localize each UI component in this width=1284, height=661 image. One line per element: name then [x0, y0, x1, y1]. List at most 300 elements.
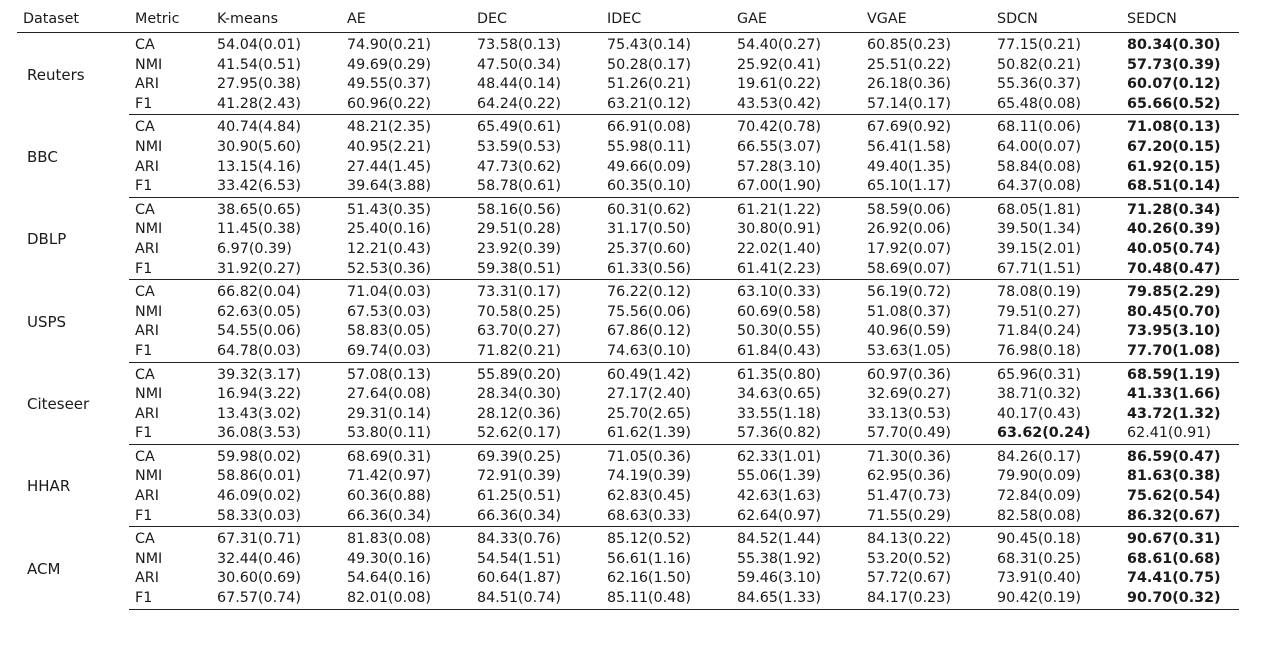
metric-cell: ARI [135, 488, 159, 505]
value-cell: 71.42(0.97) [347, 468, 431, 485]
header-gae: GAE [731, 5, 861, 33]
value-cell: 57.70(0.49) [861, 424, 991, 444]
table-row [17, 550, 1239, 570]
header-dec: DEC [471, 5, 601, 33]
value-cell: 61.92(0.15) [1127, 158, 1221, 175]
header-idec: IDEC [601, 5, 731, 33]
value-cell: 54.54(1.51) [477, 550, 561, 567]
value-cell: 61.33(0.56) [601, 260, 731, 280]
value-cell: 57.28(3.10) [737, 158, 821, 175]
value-cell: 68.69(0.31) [347, 448, 431, 465]
value-cell: 49.66(0.09) [607, 158, 691, 175]
value-cell: 71.55(0.29) [861, 507, 991, 527]
value-cell: 64.00(0.07) [997, 138, 1081, 155]
value-cell: 64.37(0.08) [991, 177, 1121, 197]
value-cell: 64.78(0.03) [211, 342, 341, 362]
value-cell: 11.45(0.38) [217, 221, 301, 238]
value-cell: 90.42(0.19) [991, 589, 1121, 609]
table-row [17, 95, 1239, 115]
value-cell: 50.28(0.17) [607, 56, 691, 73]
value-cell: 67.69(0.92) [867, 119, 951, 136]
dataset-cell: Reuters [27, 65, 85, 84]
value-cell: 77.70(1.08) [1121, 342, 1239, 362]
value-cell: 58.78(0.61) [471, 177, 601, 197]
value-cell: 61.25(0.51) [477, 488, 561, 505]
value-cell: 38.65(0.65) [217, 201, 301, 218]
value-cell: 81.83(0.08) [347, 531, 431, 548]
metric-cell: ARI [135, 240, 159, 257]
value-cell: 73.91(0.40) [997, 570, 1081, 587]
value-cell: 25.37(0.60) [607, 240, 691, 257]
value-cell: 59.46(3.10) [737, 570, 821, 587]
value-cell: 54.55(0.06) [217, 323, 301, 340]
table-row [17, 280, 1239, 303]
metric-cell: F1 [129, 177, 211, 197]
table-row [17, 158, 1239, 178]
value-cell: 61.21(1.22) [737, 201, 821, 218]
value-cell: 60.31(0.62) [607, 201, 691, 218]
metric-cell: NMI [135, 386, 163, 403]
value-cell: 73.31(0.17) [477, 284, 561, 301]
value-cell: 27.95(0.38) [217, 76, 301, 93]
table-row [17, 444, 1239, 467]
table-row [17, 322, 1239, 342]
value-cell: 65.66(0.52) [1121, 95, 1239, 115]
value-cell: 60.96(0.22) [341, 95, 471, 115]
value-cell: 31.17(0.50) [607, 221, 691, 238]
value-cell: 53.80(0.11) [341, 424, 471, 444]
value-cell: 82.58(0.08) [991, 507, 1121, 527]
value-cell: 67.20(0.15) [1127, 138, 1221, 155]
value-cell: 68.61(0.68) [1127, 550, 1221, 567]
value-cell: 68.63(0.33) [601, 507, 731, 527]
metric-cell: NMI [135, 221, 163, 238]
value-cell: 60.69(0.58) [737, 303, 821, 320]
value-cell: 66.36(0.34) [341, 507, 471, 527]
metric-cell: CA [135, 448, 155, 465]
value-cell: 76.22(0.12) [607, 284, 691, 301]
value-cell: 66.55(3.07) [737, 138, 821, 155]
value-cell: 55.38(1.92) [737, 550, 821, 567]
value-cell: 47.50(0.34) [477, 56, 561, 73]
value-cell: 84.17(0.23) [861, 589, 991, 609]
value-cell: 53.20(0.52) [867, 550, 951, 567]
value-cell: 62.95(0.36) [867, 468, 951, 485]
value-cell: 42.63(1.63) [737, 488, 821, 505]
value-cell: 71.08(0.13) [1127, 119, 1221, 136]
dataset-cell: BBC [27, 147, 58, 166]
value-cell: 53.63(1.05) [861, 342, 991, 362]
value-cell: 75.62(0.54) [1127, 488, 1221, 505]
value-cell: 64.24(0.22) [471, 95, 601, 115]
value-cell: 61.62(1.39) [601, 424, 731, 444]
value-cell: 17.92(0.07) [867, 240, 951, 257]
value-cell: 74.41(0.75) [1127, 570, 1221, 587]
value-cell: 40.05(0.74) [1127, 240, 1221, 257]
value-cell: 46.09(0.02) [217, 488, 301, 505]
value-cell: 68.11(0.06) [997, 119, 1081, 136]
value-cell: 60.85(0.23) [867, 37, 951, 53]
value-cell: 58.33(0.03) [211, 507, 341, 527]
table-row [17, 33, 1239, 56]
table-row [17, 220, 1239, 240]
value-cell: 16.94(3.22) [217, 386, 301, 403]
value-cell: 57.36(0.82) [731, 424, 861, 444]
metric-cell: F1 [129, 342, 211, 362]
value-cell: 61.84(0.43) [731, 342, 861, 362]
value-cell: 77.15(0.21) [997, 37, 1081, 53]
value-cell: 57.73(0.39) [1127, 56, 1221, 73]
header-kmeans: K-means [211, 5, 341, 33]
value-cell: 74.19(0.39) [607, 468, 691, 485]
metric-cell: NMI [135, 138, 163, 155]
value-cell: 72.91(0.39) [477, 468, 561, 485]
value-cell: 79.85(2.29) [1127, 284, 1221, 301]
table-row [17, 138, 1239, 158]
value-cell: 67.53(0.03) [347, 303, 431, 320]
value-cell: 58.69(0.07) [861, 260, 991, 280]
value-cell: 41.54(0.51) [217, 56, 301, 73]
value-cell: 84.33(0.76) [477, 531, 561, 548]
value-cell: 51.47(0.73) [867, 488, 951, 505]
value-cell: 67.86(0.12) [607, 323, 691, 340]
value-cell: 67.71(1.51) [991, 260, 1121, 280]
value-cell: 55.36(0.37) [997, 76, 1081, 93]
value-cell: 23.92(0.39) [477, 240, 561, 257]
value-cell: 30.80(0.91) [737, 221, 821, 238]
value-cell: 60.07(0.12) [1127, 76, 1221, 93]
value-cell: 49.55(0.37) [347, 76, 431, 93]
value-cell: 13.15(4.16) [217, 158, 301, 175]
value-cell: 27.17(2.40) [607, 386, 691, 403]
value-cell: 63.62(0.24) [991, 424, 1121, 444]
value-cell: 34.63(0.65) [737, 386, 821, 403]
metric-cell: F1 [129, 589, 211, 609]
table-row [17, 115, 1239, 138]
value-cell: 70.48(0.47) [1121, 260, 1239, 280]
metric-cell: NMI [135, 550, 163, 567]
value-cell: 25.40(0.16) [347, 221, 431, 238]
value-cell: 68.31(0.25) [997, 550, 1081, 567]
value-cell: 39.64(3.88) [341, 177, 471, 197]
value-cell: 62.16(1.50) [607, 570, 691, 587]
value-cell: 58.84(0.08) [997, 158, 1081, 175]
value-cell: 29.31(0.14) [347, 405, 431, 422]
metric-cell: CA [135, 284, 155, 301]
value-cell: 40.95(2.21) [347, 138, 431, 155]
metric-cell: CA [135, 201, 155, 218]
value-cell: 51.43(0.35) [347, 201, 431, 218]
value-cell: 68.51(0.14) [1121, 177, 1239, 197]
table-row [17, 260, 1239, 280]
value-cell: 41.28(2.43) [211, 95, 341, 115]
value-cell: 79.90(0.09) [997, 468, 1081, 485]
table-row [17, 177, 1239, 197]
value-cell: 56.19(0.72) [867, 284, 951, 301]
value-cell: 85.12(0.52) [607, 531, 691, 548]
value-cell: 38.71(0.32) [997, 386, 1081, 403]
table-row [17, 487, 1239, 507]
table-row [17, 405, 1239, 425]
value-cell: 68.05(1.81) [997, 201, 1081, 218]
value-cell: 90.67(0.31) [1127, 531, 1221, 548]
value-cell: 29.51(0.28) [477, 221, 561, 238]
value-cell: 62.83(0.45) [607, 488, 691, 505]
value-cell: 33.42(6.53) [211, 177, 341, 197]
metric-cell: NMI [135, 468, 163, 485]
value-cell: 25.92(0.41) [737, 56, 821, 73]
value-cell: 6.97(0.39) [217, 240, 292, 257]
table-row [17, 362, 1239, 385]
value-cell: 40.17(0.43) [997, 405, 1081, 422]
value-cell: 41.33(1.66) [1127, 386, 1221, 403]
value-cell: 40.96(0.59) [867, 323, 951, 340]
results-body [17, 33, 1239, 610]
value-cell: 54.40(0.27) [737, 37, 821, 53]
metric-cell: ARI [135, 158, 159, 175]
value-cell: 80.34(0.30) [1127, 37, 1221, 53]
metric-cell: F1 [129, 424, 211, 444]
metric-cell: ARI [135, 76, 159, 93]
value-cell: 22.02(1.40) [737, 240, 821, 257]
table-row [17, 303, 1239, 323]
value-cell: 76.98(0.18) [991, 342, 1121, 362]
value-cell: 39.50(1.34) [997, 221, 1081, 238]
value-cell: 49.69(0.29) [347, 56, 431, 73]
metric-cell: F1 [129, 260, 211, 280]
header-dataset: Dataset [17, 5, 129, 33]
value-cell: 49.30(0.16) [347, 550, 431, 567]
dataset-cell: HHAR [27, 477, 71, 496]
value-cell: 72.84(0.09) [997, 488, 1081, 505]
value-cell: 86.59(0.47) [1127, 448, 1221, 465]
header-sdcn: SDCN [991, 5, 1121, 33]
value-cell: 84.65(1.33) [731, 589, 861, 609]
table-row [17, 75, 1239, 95]
value-cell: 40.74(4.84) [217, 119, 301, 136]
dataset-cell: Citeseer [27, 394, 90, 413]
value-cell: 61.35(0.80) [737, 366, 821, 383]
metric-cell: F1 [129, 95, 211, 115]
metric-cell: ARI [135, 570, 159, 587]
metric-cell: F1 [129, 507, 211, 527]
value-cell: 90.70(0.32) [1121, 589, 1239, 609]
value-cell: 58.86(0.01) [217, 468, 301, 485]
value-cell: 84.51(0.74) [471, 589, 601, 609]
value-cell: 66.91(0.08) [607, 119, 691, 136]
dataset-cell: ACM [27, 559, 61, 578]
value-cell: 49.40(1.35) [867, 158, 951, 175]
value-cell: 60.36(0.88) [347, 488, 431, 505]
value-cell: 69.74(0.03) [341, 342, 471, 362]
header-vgae: VGAE [861, 5, 991, 33]
value-cell: 33.55(1.18) [737, 405, 821, 422]
value-cell: 52.62(0.17) [471, 424, 601, 444]
table-row [17, 424, 1239, 444]
value-cell: 79.51(0.27) [997, 303, 1081, 320]
value-cell: 63.21(0.12) [601, 95, 731, 115]
value-cell: 74.90(0.21) [347, 37, 431, 53]
value-cell: 84.13(0.22) [867, 531, 951, 548]
value-cell: 55.89(0.20) [477, 366, 561, 383]
value-cell: 31.92(0.27) [211, 260, 341, 280]
value-cell: 55.06(1.39) [737, 468, 821, 485]
value-cell: 48.21(2.35) [347, 119, 431, 136]
value-cell: 51.26(0.21) [607, 76, 691, 93]
value-cell: 84.26(0.17) [997, 448, 1081, 465]
value-cell: 27.64(0.08) [347, 386, 431, 403]
value-cell: 60.64(1.87) [477, 570, 561, 587]
value-cell: 58.59(0.06) [867, 201, 951, 218]
value-cell: 43.53(0.42) [731, 95, 861, 115]
value-cell: 73.58(0.13) [477, 37, 561, 53]
metric-cell: CA [135, 531, 155, 548]
value-cell: 71.28(0.34) [1127, 201, 1221, 218]
value-cell: 62.64(0.97) [731, 507, 861, 527]
dataset-cell: USPS [27, 312, 67, 331]
value-cell: 36.08(3.53) [211, 424, 341, 444]
metric-cell: NMI [135, 303, 163, 320]
value-cell: 86.32(0.67) [1121, 507, 1239, 527]
value-cell: 70.58(0.25) [477, 303, 561, 320]
value-cell: 70.42(0.78) [737, 119, 821, 136]
table-row [17, 589, 1239, 609]
value-cell: 48.44(0.14) [477, 76, 561, 93]
value-cell: 52.53(0.36) [341, 260, 471, 280]
value-cell: 90.45(0.18) [997, 531, 1081, 548]
value-cell: 67.31(0.71) [217, 531, 301, 548]
value-cell: 63.70(0.27) [477, 323, 561, 340]
value-cell: 60.35(0.10) [601, 177, 731, 197]
value-cell: 53.59(0.53) [477, 138, 561, 155]
header-row [17, 5, 1239, 33]
value-cell: 78.08(0.19) [997, 284, 1081, 301]
value-cell: 81.63(0.38) [1127, 468, 1221, 485]
value-cell: 56.61(1.16) [607, 550, 691, 567]
value-cell: 71.82(0.21) [471, 342, 601, 362]
value-cell: 75.56(0.06) [607, 303, 691, 320]
value-cell: 25.51(0.22) [867, 56, 951, 73]
value-cell: 62.41(0.91) [1121, 424, 1239, 444]
value-cell: 57.08(0.13) [347, 366, 431, 383]
value-cell: 58.16(0.56) [477, 201, 561, 218]
value-cell: 19.61(0.22) [737, 76, 821, 93]
value-cell: 57.14(0.17) [861, 95, 991, 115]
header-metric: Metric [129, 5, 211, 33]
value-cell: 47.73(0.62) [477, 158, 561, 175]
value-cell: 32.69(0.27) [867, 386, 951, 403]
table-row [17, 569, 1239, 589]
value-cell: 54.64(0.16) [347, 570, 431, 587]
value-cell: 62.63(0.05) [217, 303, 301, 320]
value-cell: 30.60(0.69) [217, 570, 301, 587]
value-cell: 25.70(2.65) [607, 405, 691, 422]
value-cell: 82.01(0.08) [341, 589, 471, 609]
value-cell: 61.41(2.23) [731, 260, 861, 280]
header-ae: AE [341, 5, 471, 33]
value-cell: 67.57(0.74) [211, 589, 341, 609]
value-cell: 85.11(0.48) [601, 589, 731, 609]
value-cell: 71.84(0.24) [997, 323, 1081, 340]
value-cell: 84.52(1.44) [737, 531, 821, 548]
value-cell: 50.30(0.55) [737, 323, 821, 340]
value-cell: 60.49(1.42) [607, 366, 691, 383]
header-sedcn: SEDCN [1121, 5, 1239, 33]
value-cell: 27.44(1.45) [347, 158, 431, 175]
value-cell: 28.34(0.30) [477, 386, 561, 403]
value-cell: 28.12(0.36) [477, 405, 561, 422]
value-cell: 69.39(0.25) [477, 448, 561, 465]
table-row [17, 197, 1239, 220]
value-cell: 71.30(0.36) [867, 448, 951, 465]
table-row [17, 56, 1239, 76]
value-cell: 63.10(0.33) [737, 284, 821, 301]
metric-cell: CA [135, 366, 155, 383]
value-cell: 43.72(1.32) [1127, 405, 1221, 422]
table-row [17, 467, 1239, 487]
metric-cell: CA [135, 119, 155, 136]
value-cell: 67.00(1.90) [731, 177, 861, 197]
value-cell: 73.95(3.10) [1127, 323, 1221, 340]
value-cell: 66.36(0.34) [471, 507, 601, 527]
value-cell: 71.04(0.03) [347, 284, 431, 301]
value-cell: 62.33(1.01) [737, 448, 821, 465]
value-cell: 65.10(1.17) [861, 177, 991, 197]
value-cell: 55.98(0.11) [607, 138, 691, 155]
table-row [17, 385, 1239, 405]
value-cell: 58.83(0.05) [347, 323, 431, 340]
value-cell: 56.41(1.58) [867, 138, 951, 155]
metric-cell: NMI [135, 56, 163, 73]
value-cell: 60.97(0.36) [867, 366, 951, 383]
value-cell: 50.82(0.21) [997, 56, 1081, 73]
metric-cell: ARI [135, 323, 159, 340]
value-cell: 66.82(0.04) [217, 284, 301, 301]
value-cell: 68.59(1.19) [1127, 366, 1221, 383]
table-row [17, 527, 1239, 550]
value-cell: 54.04(0.01) [217, 37, 301, 53]
value-cell: 26.18(0.36) [867, 76, 951, 93]
table-row [17, 507, 1239, 527]
value-cell: 71.05(0.36) [607, 448, 691, 465]
dataset-cell: DBLP [27, 230, 67, 249]
value-cell: 65.48(0.08) [991, 95, 1121, 115]
table-row [17, 240, 1239, 260]
value-cell: 65.49(0.61) [477, 119, 561, 136]
value-cell: 59.98(0.02) [217, 448, 301, 465]
value-cell: 80.45(0.70) [1127, 303, 1221, 320]
value-cell: 40.26(0.39) [1127, 221, 1221, 238]
value-cell: 74.63(0.10) [601, 342, 731, 362]
value-cell: 32.44(0.46) [217, 550, 301, 567]
metric-cell: ARI [135, 405, 159, 422]
value-cell: 13.43(3.02) [217, 405, 301, 422]
value-cell: 39.32(3.17) [217, 366, 301, 383]
value-cell: 51.08(0.37) [867, 303, 951, 320]
value-cell: 30.90(5.60) [217, 138, 301, 155]
metric-cell: CA [135, 37, 155, 53]
value-cell: 39.15(2.01) [997, 240, 1081, 257]
value-cell: 75.43(0.14) [607, 37, 691, 53]
value-cell: 12.21(0.43) [347, 240, 431, 257]
results-table [17, 5, 1239, 610]
table-row [17, 342, 1239, 362]
value-cell: 26.92(0.06) [867, 221, 951, 238]
value-cell: 59.38(0.51) [471, 260, 601, 280]
value-cell: 33.13(0.53) [867, 405, 951, 422]
value-cell: 57.72(0.67) [867, 570, 951, 587]
value-cell: 65.96(0.31) [997, 366, 1081, 383]
